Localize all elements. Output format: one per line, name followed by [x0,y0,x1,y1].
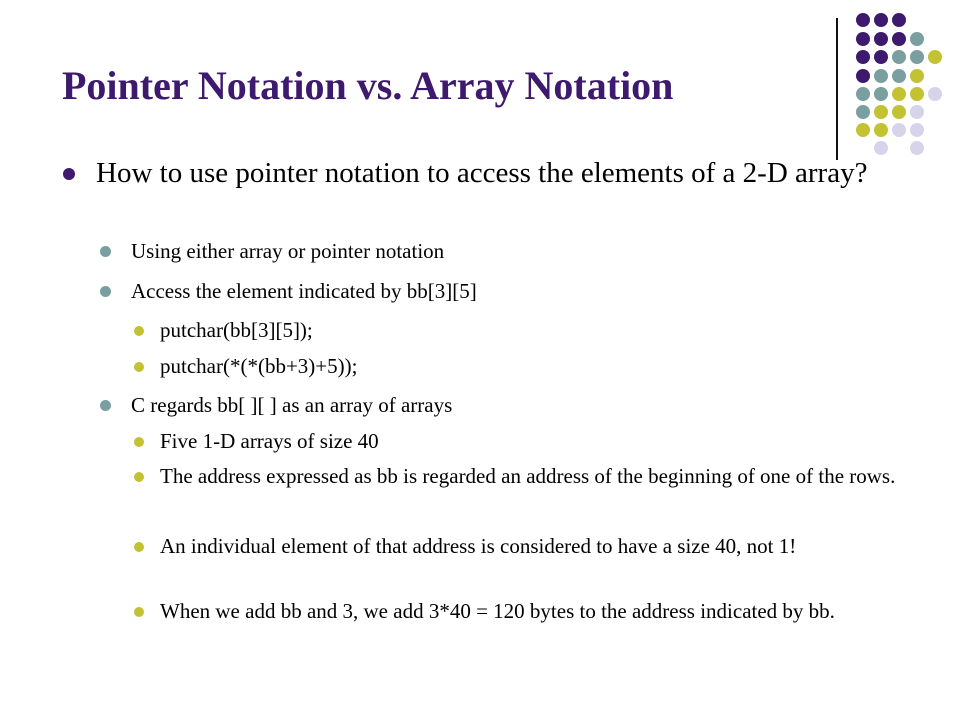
bullet-icon [134,472,144,482]
bullet-text: putchar(*(*(bb+3)+5)); [160,354,358,378]
list-item [160,598,900,624]
decorative-dot [874,141,888,155]
decorative-dot [874,32,888,46]
list-item [160,353,900,379]
decorative-dot [856,50,870,64]
bullet-icon [100,400,111,411]
list-item [96,156,896,190]
decorative-dot [910,32,924,46]
list-item [131,392,871,418]
bullet-text: putchar(bb[3][5]); [160,318,313,342]
list-item [160,533,900,559]
bullet-icon [100,246,111,257]
bullet-icon [100,286,111,297]
decorative-dot [892,87,906,101]
decorative-dot [856,69,870,83]
decorative-dot [892,69,906,83]
bullet-text: How to use pointer notation to access the elements of a 2-D array? [96,157,868,189]
list-item [131,278,871,304]
decorative-dot [892,105,906,119]
bullet-text: Access the element indicated by bb[3][5] [131,279,477,303]
decorative-dot [892,13,906,27]
decorative-dot [910,141,924,155]
decorative-dot [910,105,924,119]
decorative-dot [874,13,888,27]
slide-title: Pointer Notation vs. Array Notation [62,63,674,108]
bullet-icon [134,607,144,617]
decorative-dot [892,123,906,137]
decorative-dot [892,50,906,64]
list-item [160,463,900,489]
decorative-dot [874,123,888,137]
bullet-icon [63,168,75,180]
decorative-dot [910,123,924,137]
decorative-dot [874,87,888,101]
bullet-icon [134,326,144,336]
list-item [160,428,900,454]
bullet-icon [134,437,144,447]
bullet-text: Using either array or pointer notation [131,239,445,263]
list-item [131,238,871,264]
decorative-dot [874,50,888,64]
bullet-text: An individual element of that address is considered to have a size 40, not 1! [160,534,797,558]
bullet-text: When we add bb and 3, we add 3*40 = 120 bytes to the address indicated by bb. [160,599,835,623]
bullet-text: The address expressed as bb is regarded an address of the beginning of one of the rows. [160,464,896,488]
decorative-dot [910,50,924,64]
decorative-dot [910,87,924,101]
bullet-icon [134,542,144,552]
decorative-dot [874,105,888,119]
decorative-dot [874,69,888,83]
decorative-dot [910,69,924,83]
decorative-dot [892,32,906,46]
bullet-icon [134,362,144,372]
decorative-dot [928,50,942,64]
decorative-dot [856,123,870,137]
list-item [160,317,900,343]
decorative-dot [928,87,942,101]
decorative-dot [856,13,870,27]
bullet-text: Five 1-D arrays of size 40 [160,429,379,453]
bullet-text: C regards bb[ ][ ] as an array of arrays [131,393,453,417]
decorative-dot [856,87,870,101]
decorative-dot [856,32,870,46]
decorative-dot [856,105,870,119]
